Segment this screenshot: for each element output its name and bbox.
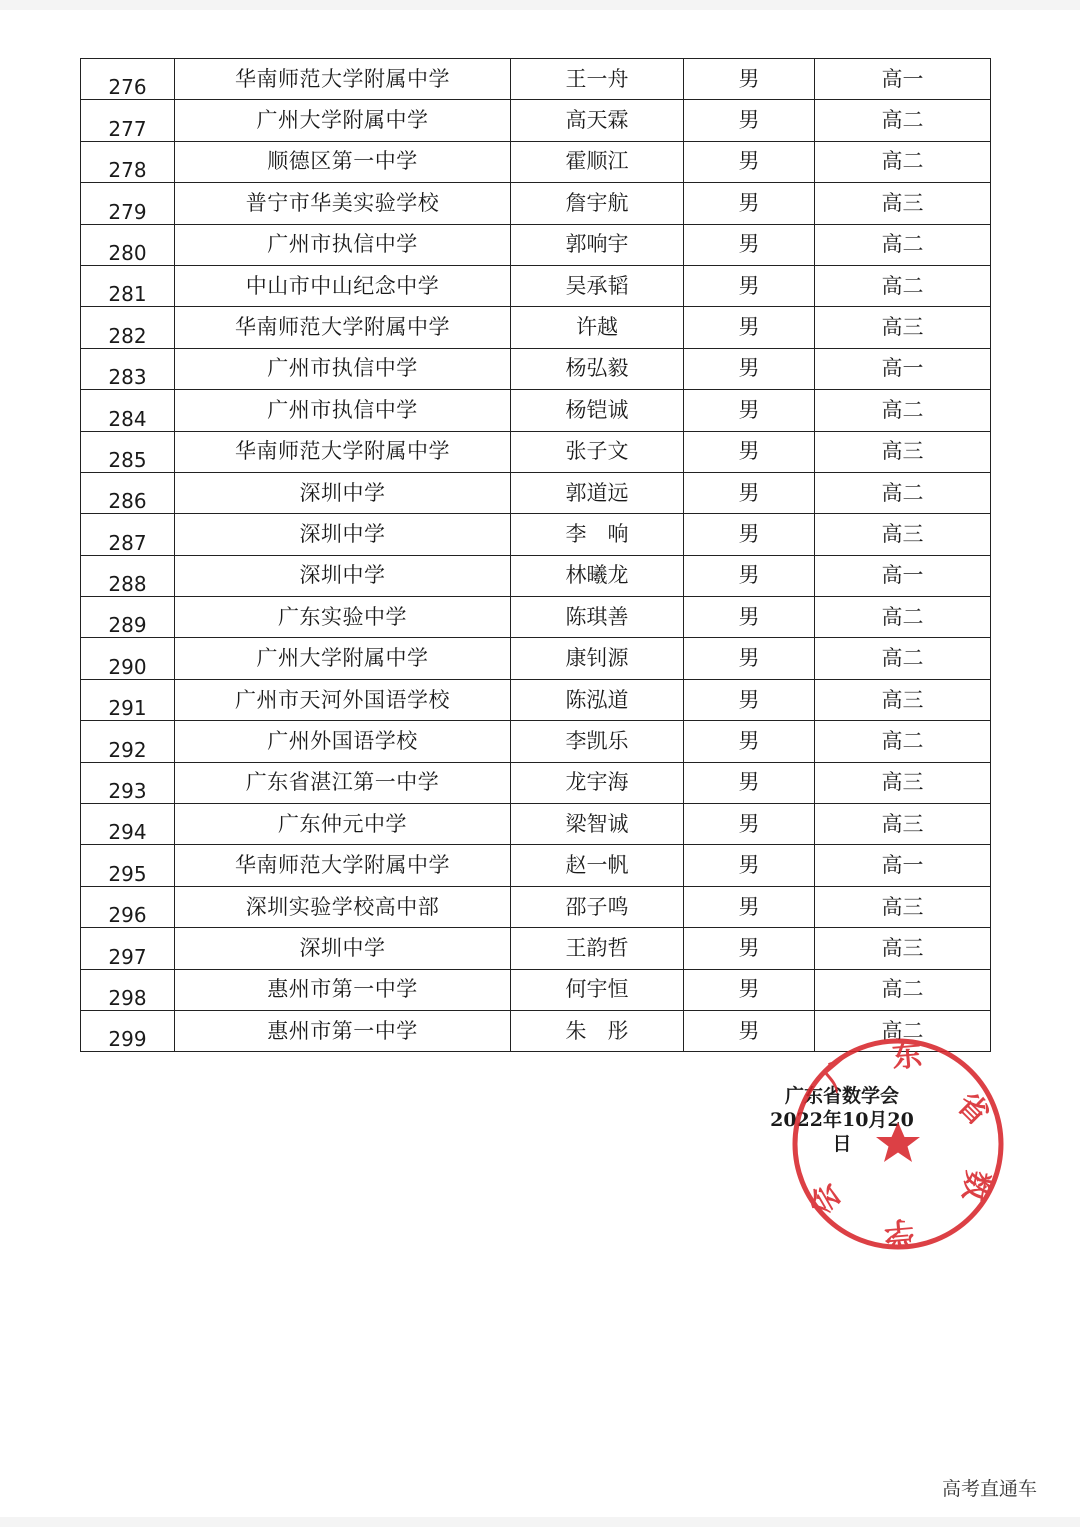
school-name-cell: 惠州市第一中学: [175, 1010, 511, 1051]
table-row: [81, 265, 991, 306]
roster-body: [81, 59, 991, 1052]
table-row: [81, 928, 991, 969]
student-name-cell: 何宇恒: [511, 969, 684, 1010]
row-number-cell: 298: [81, 969, 175, 1010]
school-name-cell: 深圳实验学校高中部: [175, 886, 511, 927]
gender-cell: 男: [684, 679, 815, 720]
grade-level-cell: 高三: [815, 514, 991, 555]
student-name-cell: 许越: [511, 307, 684, 348]
grade-level-cell: 高三: [815, 886, 991, 927]
gender-cell: 男: [684, 307, 815, 348]
gender-cell: 男: [684, 1010, 815, 1051]
student-name-cell: 邵子鸣: [511, 886, 684, 927]
school-name-cell: 华南师范大学附属中学: [175, 59, 511, 100]
student-name-cell: 李 响: [511, 514, 684, 555]
row-number-cell: 293: [81, 762, 175, 803]
svg-text:广: 广: [817, 1051, 863, 1098]
table-row: [81, 348, 991, 389]
grade-level-cell: 高二: [815, 597, 991, 638]
table-row: [81, 390, 991, 431]
grade-level-cell: 高一: [815, 348, 991, 389]
grade-level-cell: 高二: [815, 100, 991, 141]
gender-cell: 男: [684, 555, 815, 596]
row-number-cell: 286: [81, 472, 175, 513]
table-row: [81, 141, 991, 182]
row-number-cell: 282: [81, 307, 175, 348]
table-row: [81, 597, 991, 638]
row-number-cell: 289: [81, 597, 175, 638]
school-name-cell: 深圳中学: [175, 928, 511, 969]
student-name-cell: 龙宇海: [511, 762, 684, 803]
row-number-cell: 276: [81, 59, 175, 100]
table-row: [81, 514, 991, 555]
row-number-cell: 279: [81, 183, 175, 224]
gender-cell: 男: [684, 183, 815, 224]
school-name-cell: 惠州市第一中学: [175, 969, 511, 1010]
row-number-cell: 280: [81, 224, 175, 265]
gender-cell: 男: [684, 514, 815, 555]
grade-level-cell: 高三: [815, 804, 991, 845]
table-row: [81, 886, 991, 927]
student-name-cell: 杨弘毅: [511, 348, 684, 389]
gender-cell: 男: [684, 100, 815, 141]
official-seal: [788, 1034, 1008, 1254]
table-row: [81, 679, 991, 720]
grade-level-cell: 高二: [815, 390, 991, 431]
gender-cell: 男: [684, 969, 815, 1010]
school-name-cell: 广州外国语学校: [175, 721, 511, 762]
table-row: [81, 969, 991, 1010]
grade-level-cell: 高二: [815, 969, 991, 1010]
roster-table: [80, 58, 991, 1052]
gender-cell: 男: [684, 804, 815, 845]
row-number-cell: 281: [81, 265, 175, 306]
table-row: [81, 183, 991, 224]
row-number-cell: 299: [81, 1010, 175, 1051]
school-name-cell: 中山市中山纪念中学: [175, 265, 511, 306]
svg-text:东: 东: [890, 1037, 924, 1076]
school-name-cell: 广东实验中学: [175, 597, 511, 638]
row-number-cell: 294: [81, 804, 175, 845]
gender-cell: 男: [684, 928, 815, 969]
student-name-cell: 詹宇航: [511, 183, 684, 224]
row-number-cell: 285: [81, 431, 175, 472]
signoff-org: 广东省数学会: [784, 1085, 899, 1107]
student-name-cell: 陈琪善: [511, 597, 684, 638]
gender-cell: 男: [684, 59, 815, 100]
student-name-cell: 朱 彤: [511, 1010, 684, 1051]
grade-level-cell: 高一: [815, 59, 991, 100]
student-name-cell: 高天霖: [511, 100, 684, 141]
watermark: 高考直通车: [942, 1478, 1038, 1500]
school-name-cell: 深圳中学: [175, 472, 511, 513]
row-number-cell: 297: [81, 928, 175, 969]
table-row: [81, 224, 991, 265]
grade-level-cell: 高二: [815, 265, 991, 306]
grade-level-cell: 高三: [815, 431, 991, 472]
table-row: [81, 431, 991, 472]
gender-cell: 男: [684, 265, 815, 306]
grade-level-cell: 高二: [815, 721, 991, 762]
star-icon: [876, 1122, 920, 1162]
student-name-cell: 张子文: [511, 431, 684, 472]
grade-level-cell: 高二: [815, 472, 991, 513]
svg-text:数: 数: [955, 1167, 996, 1204]
student-name-cell: 吴承韬: [511, 265, 684, 306]
row-number-cell: 283: [81, 348, 175, 389]
student-name-cell: 梁智诚: [511, 804, 684, 845]
school-name-cell: 深圳中学: [175, 514, 511, 555]
school-name-cell: 广州大学附属中学: [175, 100, 511, 141]
student-name-cell: 陈泓道: [511, 679, 684, 720]
gender-cell: 男: [684, 721, 815, 762]
grade-level-cell: 高三: [815, 928, 991, 969]
gender-cell: 男: [684, 762, 815, 803]
gender-cell: 男: [684, 845, 815, 886]
school-name-cell: 广东省湛江第一中学: [175, 762, 511, 803]
row-number-cell: 295: [81, 845, 175, 886]
grade-level-cell: 高二: [815, 1010, 991, 1051]
gender-cell: 男: [684, 597, 815, 638]
row-number-cell: 290: [81, 638, 175, 679]
grade-level-cell: 高三: [815, 307, 991, 348]
school-name-cell: 广州市执信中学: [175, 224, 511, 265]
svg-text:会: 会: [803, 1177, 849, 1221]
student-name-cell: 杨铠诚: [511, 390, 684, 431]
student-name-cell: 王韵哲: [511, 928, 684, 969]
school-name-cell: 华南师范大学附属中学: [175, 307, 511, 348]
student-name-cell: 李凯乐: [511, 721, 684, 762]
row-number-cell: 277: [81, 100, 175, 141]
grade-level-cell: 高三: [815, 183, 991, 224]
student-name-cell: 赵一帆: [511, 845, 684, 886]
row-number-cell: 287: [81, 514, 175, 555]
gender-cell: 男: [684, 472, 815, 513]
row-number-cell: 291: [81, 679, 175, 720]
gender-cell: 男: [684, 348, 815, 389]
school-name-cell: 广州市执信中学: [175, 390, 511, 431]
table-row: [81, 472, 991, 513]
gender-cell: 男: [684, 390, 815, 431]
school-name-cell: 广州市执信中学: [175, 348, 511, 389]
student-name-cell: 林曦龙: [511, 555, 684, 596]
school-name-cell: 华南师范大学附属中学: [175, 431, 511, 472]
grade-level-cell: 高一: [815, 555, 991, 596]
row-number-cell: 284: [81, 390, 175, 431]
svg-text:学: 学: [882, 1212, 916, 1251]
grade-level-cell: 高三: [815, 762, 991, 803]
student-name-cell: 郭响宇: [511, 224, 684, 265]
row-number-cell: 278: [81, 141, 175, 182]
table-row: [81, 804, 991, 845]
table-row: [81, 100, 991, 141]
school-name-cell: 广东仲元中学: [175, 804, 511, 845]
table-row: [81, 762, 991, 803]
school-name-cell: 普宁市华美实验学校: [175, 183, 511, 224]
school-name-cell: 顺德区第一中学: [175, 141, 511, 182]
grade-level-cell: 高二: [815, 224, 991, 265]
student-name-cell: 霍顺江: [511, 141, 684, 182]
table-row: [81, 845, 991, 886]
school-name-cell: 深圳中学: [175, 555, 511, 596]
row-number-cell: 288: [81, 555, 175, 596]
table-row: [81, 555, 991, 596]
row-number-cell: 296: [81, 886, 175, 927]
school-name-cell: 广州大学附属中学: [175, 638, 511, 679]
signoff-date: 2022年10月20日: [770, 1109, 914, 1155]
table-row: [81, 59, 991, 100]
table-row: [81, 721, 991, 762]
grade-level-cell: 高三: [815, 679, 991, 720]
page-edge-top: [0, 0, 1080, 10]
student-name-cell: 郭道远: [511, 472, 684, 513]
school-name-cell: 华南师范大学附属中学: [175, 845, 511, 886]
school-name-cell: 广州市天河外国语学校: [175, 679, 511, 720]
svg-text:省: 省: [949, 1086, 996, 1133]
row-number-cell: 292: [81, 721, 175, 762]
page-edge-bottom: [0, 1517, 1080, 1527]
grade-level-cell: 高一: [815, 845, 991, 886]
table-row: [81, 307, 991, 348]
student-name-cell: 康钊源: [511, 638, 684, 679]
gender-cell: 男: [684, 224, 815, 265]
table-row: [81, 638, 991, 679]
grade-level-cell: 高二: [815, 141, 991, 182]
grade-level-cell: 高二: [815, 638, 991, 679]
gender-cell: 男: [684, 431, 815, 472]
gender-cell: 男: [684, 638, 815, 679]
gender-cell: 男: [684, 886, 815, 927]
student-name-cell: 王一舟: [511, 59, 684, 100]
gender-cell: 男: [684, 141, 815, 182]
